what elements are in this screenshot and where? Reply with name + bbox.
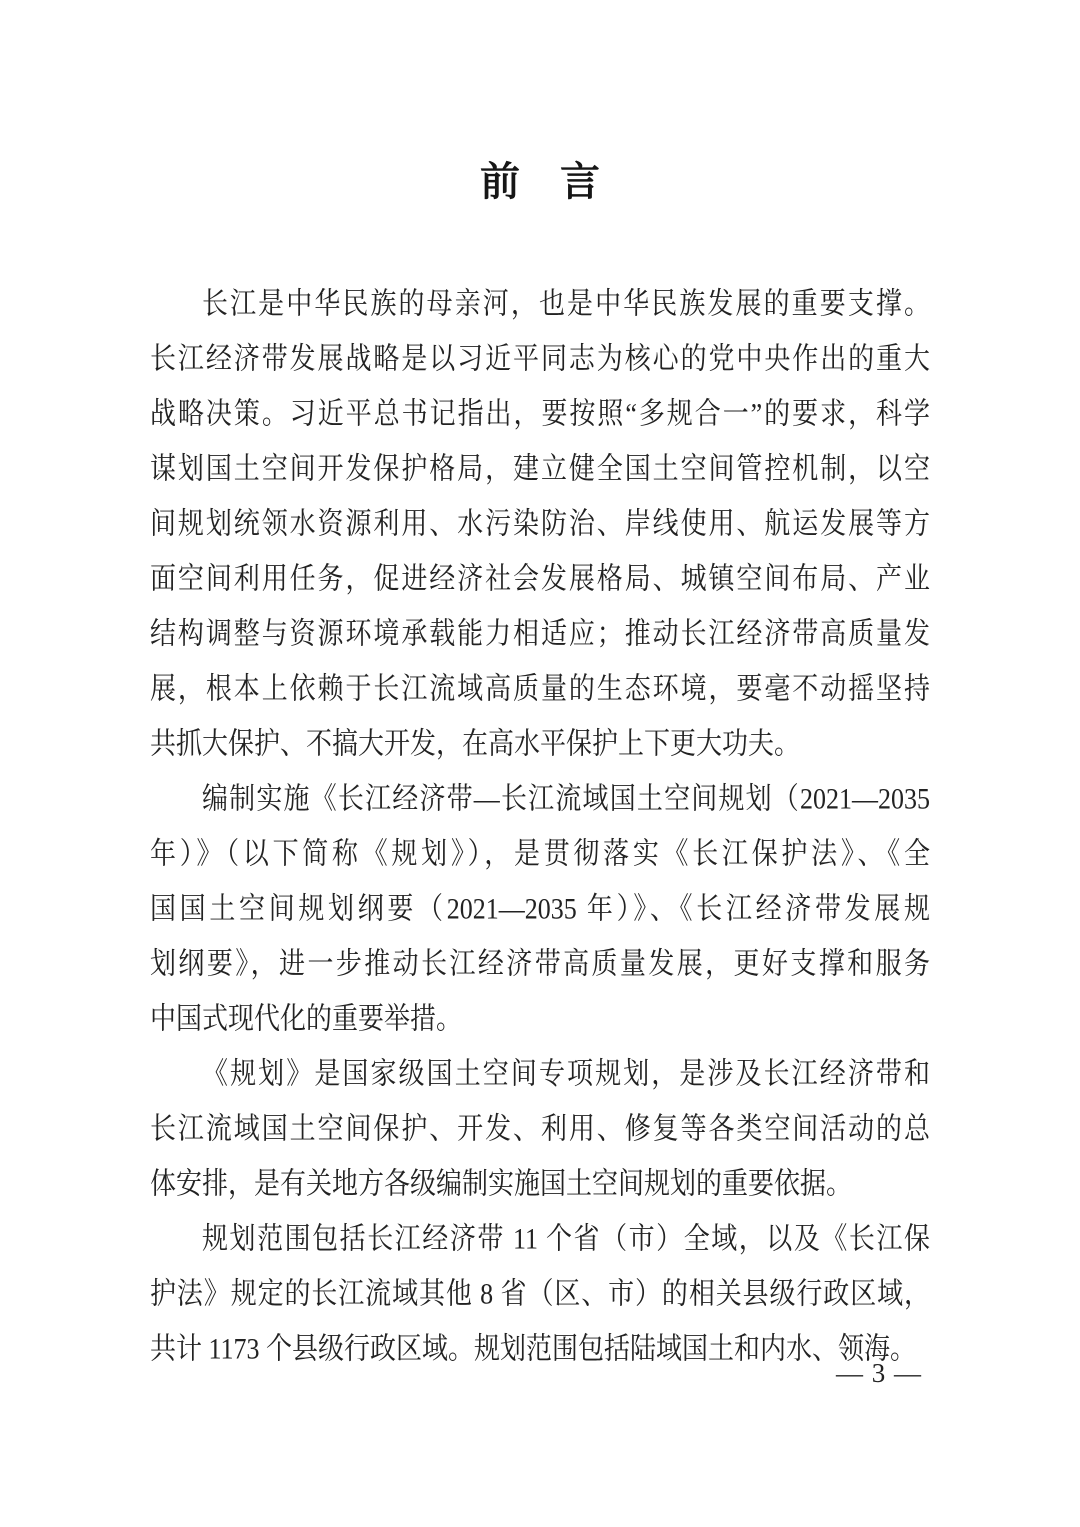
- text-line: 长江是中华民族的母亲河，也是中华民族发展的重要支撑。: [202, 286, 930, 321]
- text-line: 间规划统领水资源利用、水污染防治、岸线使用、航运发展等方: [150, 506, 930, 541]
- paragraph: [150, 276, 930, 771]
- paragraph: [150, 1211, 930, 1376]
- text-line: 结构调整与资源环境承载能力相适应；推动长江经济带高质量发: [150, 616, 930, 651]
- text-line: 长江流域国土空间保护、开发、利用、修复等各类空间活动的总: [150, 1111, 930, 1146]
- text-line: 面空间利用任务，促进经济社会发展格局、城镇空间布局、产业: [150, 561, 930, 596]
- text-line: 划纲要》，进一步推动长江经济带高质量发展，更好支撑和服务: [150, 946, 930, 981]
- document-body: [150, 276, 930, 1376]
- text-line: 共抓大保护、不搞大开发，在高水平保护上下更大功夫。: [150, 726, 801, 761]
- text-line: 展，根本上依赖于长江流域高质量的生态环境，要毫不动摇坚持: [150, 671, 930, 706]
- text-line: 共计 1173 个县级行政区域。规划范围包括陆域国土和内水、领海。: [150, 1331, 917, 1366]
- page-title: 前 言: [480, 160, 600, 204]
- text-line: 中国式现代化的重要举措。: [150, 1001, 463, 1036]
- text-line: 体安排，是有关地方各级编制实施国土空间规划的重要依据。: [150, 1166, 853, 1201]
- text-line: 编制实施《长江经济带—长江流域国土空间规划（2021—2035: [202, 781, 930, 816]
- text-line: 谋划国土空间开发保护格局，建立健全国土空间管控机制，以空: [150, 451, 930, 486]
- text-line: 护法》规定的长江流域其他 8 省（区、市）的相关县级行政区域，: [150, 1276, 930, 1311]
- paragraph: [150, 771, 930, 1046]
- page-number: — 3 —: [836, 1358, 922, 1388]
- text-line: 长江经济带发展战略是以习近平同志为核心的党中央作出的重大: [150, 341, 930, 376]
- text-line: 国国土空间规划纲要（2021—2035 年）》、《长江经济带发展规: [150, 891, 930, 926]
- text-line: 《规划》是国家级国土空间专项规划，是涉及长江经济带和: [202, 1056, 930, 1091]
- paragraph: [150, 1046, 930, 1211]
- text-line: 规划范围包括长江经济带 11 个省（市）全域，以及《长江保: [202, 1221, 930, 1256]
- text-line: 战略决策。习近平总书记指出，要按照“多规合一”的要求，科学: [150, 396, 930, 431]
- text-line: 年）》（以下简称《规划》），是贯彻落实《长江保护法》、《全: [150, 836, 930, 871]
